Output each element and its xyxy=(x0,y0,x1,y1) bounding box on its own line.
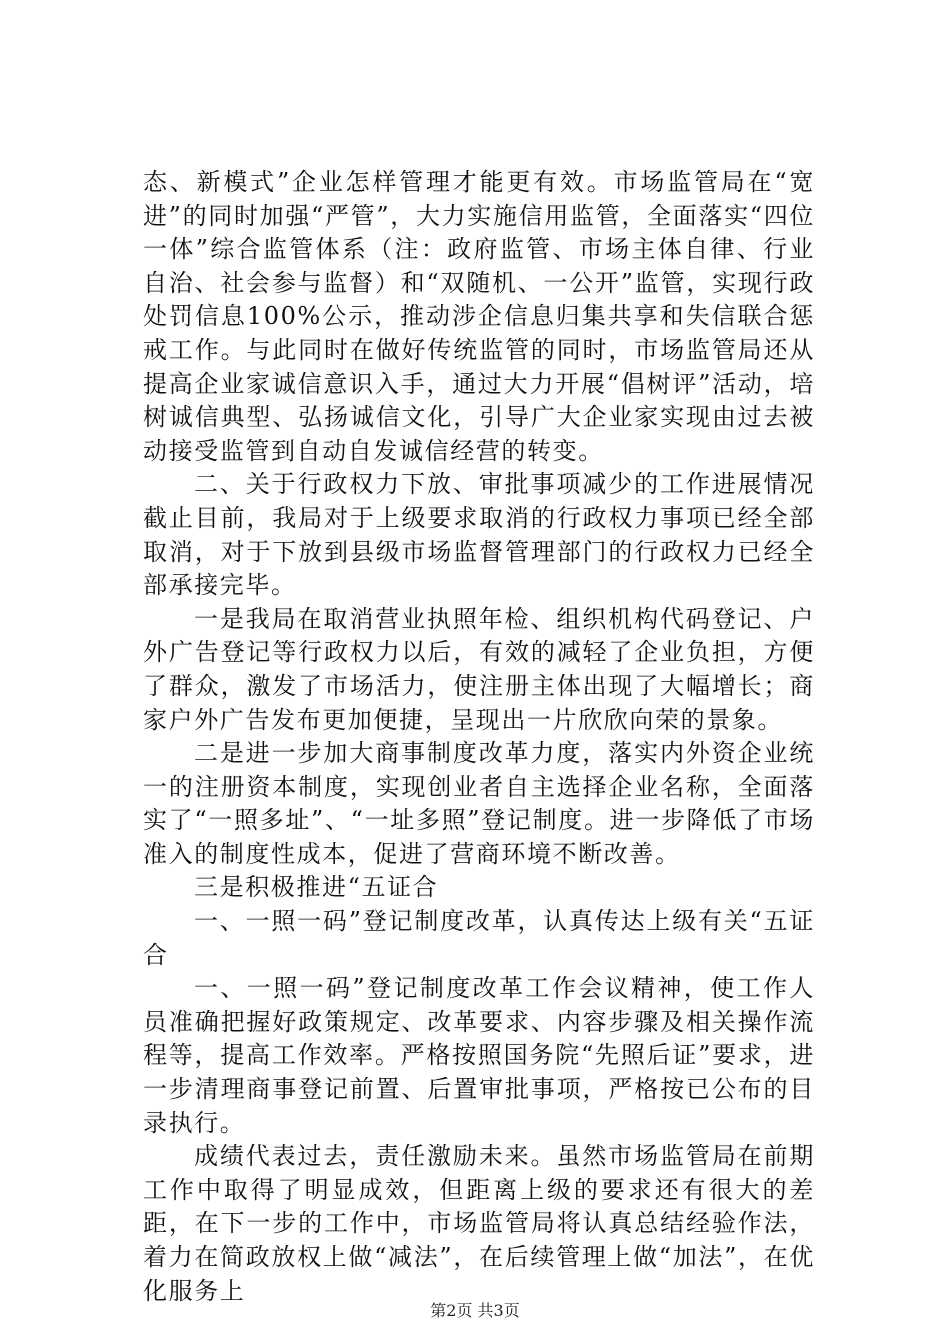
paragraph-point-three: 三是积极推进“五证合 xyxy=(194,873,439,902)
paragraph-continued: 态、新模式”企业怎样管理才能更有效。市场监管局在“宽进”的同时加强“严管”，大力实施信用监管，全面落实“四位一体”综合监管体系（注：政府监管、市场主体自律、行业自治、社会参与监督）和“双随机、一公开”监管，实现行政处罚信息100%公示，推动涉企信息归集共享和失信联合惩戒工作。与此同时在做好传统监管的同时，市场监管局还从提高企业家诚信意识入手，通过大力开展“倡树评”活动，培树诚信典型、弘扬诚信文化，引导广大企业家实现由过去被动接受监管到自动自发诚信经营的转变。 xyxy=(143,168,815,465)
paragraph-conclusion: 成绩代表过去，责任激励未来。虽然市场监管局在前期工作中取得了明显成效，但距离上级的要求还有很大的差距，在下一步的工作中，市场监管局将认真总结经验作法，着力在简政放权上做“减法”，在后续管理上做“加法”，在优化服务上 xyxy=(143,1142,815,1305)
paragraph-point-one: 一是我局在取消营业执照年检、组织机构代码登记、户外广告登记等行政权力以后，有效的减轻了企业负担，方便了群众，激发了市场活力，使注册主体出现了大幅增长；商家户外广告发布更加便捷，呈现出一片欣欣向荣的景象。 xyxy=(143,604,815,734)
paragraph-point-two: 二是进一步加大商事制度改革力度，落实内外资企业统一的注册资本制度，实现创业者自主选择企业名称，全面落实了“一照多址”、“一址多照”登记制度。进一步降低了市场准入的制度性成本，促进了营商环境不断改善。 xyxy=(143,739,815,868)
paragraph-reform-one: 一、一照一码”登记制度改革，认真传达上级有关“五证合 xyxy=(143,907,815,969)
page-number-footer: 第2页 共3页 xyxy=(430,1301,520,1320)
paragraph-section-two: 二、关于行政权力下放、审批事项减少的工作进展情况截止目前，我局对于上级要求取消的行政权力事项已经全部取消，对于下放到县级市场监督管理部门的行政权力已经全部承接完毕。 xyxy=(143,470,815,600)
document-body xyxy=(143,166,815,1308)
paragraph-reform-two: 一、一照一码”登记制度改革工作会议精神，使工作人员准确把握好政策规定、改革要求、内容步骤及相关操作流程等，提高工作效率。严格按照国务院“先照后证”要求，进一步清理商事登记前置、后置审批事项，严格按已公布的目录执行。 xyxy=(143,974,815,1137)
